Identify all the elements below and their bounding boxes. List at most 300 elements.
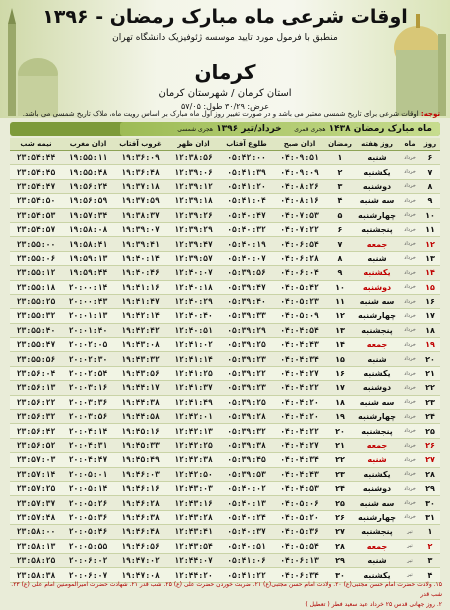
cell-day: ۹ [420,194,440,208]
cell-dhuhr: ۱۲:۴۴:۲۰ [167,568,220,582]
cell-sunrise: ۰۵:۳۹:۳۳ [220,309,273,323]
cell-sunset: ۱۹:۳۷:۱۸ [114,179,167,193]
cell-ramadan: ۱۶ [326,366,354,380]
cell-month: خرداد [400,453,420,467]
cell-maghrib: ۲۰:۰۵:۴۶ [62,525,114,539]
cell-weekday: شنبه [354,553,400,567]
cell-month: خرداد [400,352,420,366]
cell-midnight: ۲۳:۵۷:۲۵ [10,481,62,495]
cell-weekday: چهارشنبه [354,510,400,524]
cell-sunrise: ۰۵:۳۹:۲۲ [220,366,273,380]
cell-day: ۲۳ [420,395,440,409]
cell-sunset: ۱۹:۴۵:۳۳ [114,438,167,452]
table-row [10,194,440,208]
cell-midnight: ۲۳:۵۴:۴۵ [10,165,62,179]
table-row [10,553,440,567]
cell-sunrise: ۰۵:۴۱:۰۶ [220,553,273,567]
cell-sunrise: ۰۵:۴۰:۱۳ [220,496,273,510]
footer-line-1: ۱۵. ولادت حضرت امام حسن مجتبی(ع) ۲۰. ولادت امام حسن مجتبی(ع) ۲۱. ضربت خوردن حضرت علی (ع) ۲۵. شب قدر ۲۱. شهادت حضرت امیرالمومنین امام علی (ع) ۲۳. شب قدر [11,581,442,598]
cell-day: ۲۵ [420,424,440,438]
cell-weekday: شنبه [354,453,400,467]
cell-midnight: ۲۳:۵۵:۲۵ [10,294,62,308]
cell-sunrise: ۰۵:۴۱:۳۹ [220,165,273,179]
cell-day: ۸ [420,179,440,193]
cell-weekday: جمعه [354,338,400,352]
cell-ramadan: ۱۰ [326,280,354,294]
cell-month: خرداد [400,510,420,524]
cell-weekday: یکشنبه [354,165,400,179]
cell-midnight: ۲۳:۵۵:۵۶ [10,352,62,366]
cell-dhuhr: ۱۲:۳۹:۴۷ [167,237,220,251]
cell-sunrise: ۰۵:۳۹:۲۳ [220,352,273,366]
cell-sunset: ۱۹:۴۱:۱۶ [114,280,167,294]
cell-day: ۲۶ [420,438,440,452]
table-row [10,496,440,510]
coordinates: عرض: ۳۰/۲۹ طول: ۵۷/۰۵ [181,102,269,111]
column-header: ماه [400,138,420,151]
cell-sunrise: ۰۵:۳۹:۴۵ [220,453,273,467]
cell-weekday: دوشنبه [354,280,400,294]
cell-weekday: جمعه [354,237,400,251]
column-header: اذان ظهر [167,138,220,151]
cell-ramadan: ۲۶ [326,510,354,524]
cell-dhuhr: ۱۲:۴۱:۱۴ [167,352,220,366]
cell-sunrise: ۰۵:۳۹:۲۵ [220,338,273,352]
cell-ramadan: ۵ [326,208,354,222]
month-bar-inner [120,122,440,136]
cell-midnight: ۲۳:۵۸:۳۸ [10,568,62,582]
cell-sunset: ۱۹:۴۷:۰۸ [114,568,167,582]
validity-note [10,110,440,119]
cell-maghrib: ۲۰:۰۵:۳۶ [62,510,114,524]
cell-maghrib: ۱۹:۵۵:۱۱ [62,151,114,165]
cell-day: ۱۷ [420,309,440,323]
column-header: اذان صبح [273,138,326,151]
cell-sunset: ۱۹:۴۷:۰۲ [114,553,167,567]
cell-ramadan: ۲ [326,165,354,179]
cell-fajr: ۰۴:۰۵:۵۴ [273,539,326,553]
cell-weekday: پنجشنبه [354,222,400,236]
cell-ramadan: ۱۲ [326,309,354,323]
cell-dhuhr: ۱۲:۳۹:۱۲ [167,179,220,193]
cell-fajr: ۰۴:۰۵:۲۳ [273,294,326,308]
footer-notes [8,580,442,610]
cell-dhuhr: ۱۲:۳۸:۵۶ [167,151,220,165]
cell-midnight: ۲۳:۵۵:۰۰ [10,237,62,251]
cell-maghrib: ۱۹:۵۹:۱۳ [62,251,114,265]
cell-fajr: ۰۴:۰۴:۲۷ [273,366,326,380]
cell-month: خرداد [400,467,420,481]
cell-day: ۲۴ [420,410,440,424]
cell-midnight: ۲۳:۵۵:۱۸ [10,280,62,294]
cell-fajr: ۰۴:۰۵:۴۲ [273,280,326,294]
cell-month: خرداد [400,424,420,438]
cell-ramadan: ۱ [326,151,354,165]
cell-dhuhr: ۱۲:۴۱:۳۷ [167,381,220,395]
cell-maghrib: ۱۹:۵۹:۴۴ [62,266,114,280]
cell-month: خرداد [400,294,420,308]
table-row [10,525,440,539]
table-row [10,266,440,280]
cell-midnight: ۲۳:۵۵:۴۷ [10,338,62,352]
cell-fajr: ۰۴:۰۹:۵۱ [273,151,326,165]
cell-weekday: چهارشنبه [354,309,400,323]
cell-weekday: سه شنبه [354,395,400,409]
cell-fajr: ۰۴:۰۴:۲۲ [273,424,326,438]
table-row [10,294,440,308]
cell-month: خرداد [400,237,420,251]
cell-midnight: ۲۳:۵۶:۴۲ [10,424,62,438]
table-row [10,410,440,424]
cell-weekday: یکشنبه [354,266,400,280]
cell-month: خرداد [400,323,420,337]
cell-sunrise: ۰۵:۴۰:۱۹ [220,237,273,251]
cell-fajr: ۰۴:۰۴:۲۰ [273,395,326,409]
table-row [10,453,440,467]
cell-fajr: ۰۴:۰۸:۲۶ [273,179,326,193]
table-row [10,280,440,294]
cell-maghrib: ۲۰:۰۵:۵۵ [62,539,114,553]
cell-day: ۲۷ [420,453,440,467]
cell-fajr: ۰۴:۰۴:۲۷ [273,438,326,452]
cell-month: خرداد [400,381,420,395]
cell-dhuhr: ۱۲:۴۴:۰۷ [167,553,220,567]
cell-sunrise: ۰۵:۴۱:۲۲ [220,568,273,582]
cell-ramadan: ۱۷ [326,381,354,395]
cell-midnight: ۲۳:۵۴:۵۷ [10,222,62,236]
cell-dhuhr: ۱۲:۴۳:۴۱ [167,525,220,539]
footer-line-2: ۲. روز جهانی قدس ۲۵ خرداد عید سعید فطر ( تعطیل ) [305,601,442,608]
cell-sunset: ۱۹:۴۴:۵۸ [114,410,167,424]
cell-sunset: ۱۹:۴۶:۱۶ [114,481,167,495]
province-name: استان کرمان / شهرستان کرمان [158,88,292,99]
cell-weekday: دوشنبه [354,481,400,495]
cell-sunrise: ۰۵:۳۹:۲۵ [220,395,273,409]
cell-fajr: ۰۴:۰۴:۲۰ [273,410,326,424]
cell-day: ۴ [420,568,440,582]
cell-maghrib: ۲۰:۰۴:۳۱ [62,438,114,452]
cell-weekday: سه شنبه [354,294,400,308]
cell-dhuhr: ۱۲:۳۹:۱۸ [167,194,220,208]
cell-midnight: ۲۳:۵۶:۵۲ [10,438,62,452]
cell-month: تیر [400,525,420,539]
cell-ramadan: ۱۴ [326,338,354,352]
cell-fajr: ۰۴:۰۴:۴۳ [273,467,326,481]
cell-sunset: ۱۹:۳۸:۳۷ [114,208,167,222]
cell-fajr: ۰۴:۰۹:۰۹ [273,165,326,179]
cell-ramadan: ۶ [326,222,354,236]
cell-midnight: ۲۳:۵۶:۱۳ [10,381,62,395]
cell-ramadan: ۱۱ [326,294,354,308]
hijri-label: هجری قمری [294,126,326,133]
cell-weekday: چهارشنبه [354,410,400,424]
cell-day: ۱۱ [420,222,440,236]
table-row [10,424,440,438]
cell-dhuhr: ۱۲:۴۳:۲۸ [167,510,220,524]
cell-weekday: دوشنبه [354,381,400,395]
cell-dhuhr: ۱۲:۳۹:۲۹ [167,222,220,236]
cell-ramadan: ۹ [326,266,354,280]
cell-dhuhr: ۱۲:۴۰:۵۱ [167,323,220,337]
cell-month: خرداد [400,280,420,294]
cell-midnight: ۲۳:۵۴:۵۰ [10,194,62,208]
cell-ramadan: ۲۵ [326,496,354,510]
table-row [10,395,440,409]
cell-day: ۲۰ [420,352,440,366]
shamsi-month: خرداد/تیر ۱۳۹۶ [216,124,282,134]
cell-sunset: ۱۹:۴۲:۴۲ [114,323,167,337]
cell-ramadan: ۱۹ [326,410,354,424]
cell-sunset: ۱۹:۳۶:۴۸ [114,165,167,179]
cell-day: ۳۱ [420,510,440,524]
cell-day: ۳ [420,553,440,567]
column-header: اذان مغرب [62,138,114,151]
cell-dhuhr: ۱۲:۴۱:۰۲ [167,338,220,352]
cell-weekday: یکشنبه [354,366,400,380]
cell-sunset: ۱۹:۴۴:۱۷ [114,381,167,395]
cell-day: ۲۱ [420,366,440,380]
cell-maghrib: ۲۰:۰۵:۰۱ [62,467,114,481]
cell-sunrise: ۰۵:۴۰:۴۷ [220,208,273,222]
cell-dhuhr: ۱۲:۴۰:۰۷ [167,266,220,280]
cell-fajr: ۰۴:۰۷:۵۳ [273,208,326,222]
cell-weekday: سه شنبه [354,496,400,510]
cell-weekday: یکشنبه [354,467,400,481]
cell-ramadan: ۲۱ [326,438,354,452]
cell-sunrise: ۰۵:۳۹:۴۷ [220,280,273,294]
cell-dhuhr: ۱۲:۴۱:۲۵ [167,366,220,380]
column-header: غروب آفتاب [114,138,167,151]
cell-sunset: ۱۹:۴۶:۲۸ [114,496,167,510]
table-row [10,251,440,265]
cell-sunrise: ۰۵:۴۰:۵۱ [220,539,273,553]
cell-sunrise: ۰۵:۳۹:۲۸ [220,410,273,424]
cell-sunset: ۱۹:۴۰:۴۶ [114,266,167,280]
cell-maghrib: ۲۰:۰۰:۱۴ [62,280,114,294]
cell-maghrib: ۲۰:۰۵:۲۶ [62,496,114,510]
cell-midnight: ۲۳:۵۸:۰۰ [10,525,62,539]
cell-fajr: ۰۴:۰۵:۰۶ [273,496,326,510]
cell-sunset: ۱۹:۴۵:۱۶ [114,424,167,438]
column-header: روز هفته [354,138,400,151]
table-row [10,381,440,395]
cell-dhuhr: ۱۲:۴۳:۰۳ [167,481,220,495]
cell-ramadan: ۲۴ [326,481,354,495]
cell-weekday: جمعه [354,438,400,452]
cell-ramadan: ۲۷ [326,525,354,539]
column-header: نیمه شب [10,138,62,151]
cell-fajr: ۰۴:۰۴:۲۲ [273,381,326,395]
table-row [10,352,440,366]
cell-month: خرداد [400,251,420,265]
cell-ramadan: ۲۳ [326,467,354,481]
cell-midnight: ۲۳:۵۷:۴۸ [10,510,62,524]
cell-month: خرداد [400,151,420,165]
cell-month: خرداد [400,481,420,495]
cell-sunrise: ۰۵:۴۲:۰۰ [220,151,273,165]
cell-fajr: ۰۴:۰۶:۲۸ [273,251,326,265]
cell-fajr: ۰۴:۰۴:۵۳ [273,481,326,495]
cell-sunrise: ۰۵:۳۹:۲۳ [220,381,273,395]
cell-weekday: دوشنبه [354,179,400,193]
table-row [10,510,440,524]
page-title: اوقات شرعی ماه مبارک رمضان - ۱۳۹۶ [42,6,408,28]
prayer-times-table [10,138,440,583]
cell-month: خرداد [400,395,420,409]
cell-maghrib: ۱۹:۵۶:۵۹ [62,194,114,208]
cell-dhuhr: ۱۲:۴۳:۵۴ [167,539,220,553]
cell-sunset: ۱۹:۴۰:۱۴ [114,251,167,265]
table-row [10,467,440,481]
cell-sunset: ۱۹:۳۹:۰۷ [114,222,167,236]
cell-sunrise: ۰۵:۴۰:۰۲ [220,481,273,495]
cell-midnight: ۲۳:۵۶:۳۲ [10,410,62,424]
cell-dhuhr: ۱۲:۴۲:۰۱ [167,410,220,424]
cell-maghrib: ۲۰:۰۶:۰۷ [62,568,114,582]
cell-dhuhr: ۱۲:۳۹:۲۶ [167,208,220,222]
cell-sunrise: ۰۵:۴۱:۰۴ [220,194,273,208]
cell-fajr: ۰۴:۰۷:۲۲ [273,222,326,236]
cell-sunrise: ۰۵:۴۱:۲۰ [220,179,273,193]
column-header: طلوع آفتاب [220,138,273,151]
cell-ramadan: ۲۸ [326,539,354,553]
page-subtitle: منطبق با فرمول مورد تایید موسسه ژئوفیزیک دانشگاه تهران [112,33,338,43]
cell-midnight: ۲۳:۵۵:۴۰ [10,323,62,337]
cell-midnight: ۲۳:۵۸:۱۳ [10,539,62,553]
cell-dhuhr: ۱۲:۴۲:۵۰ [167,467,220,481]
cell-ramadan: ۴ [326,194,354,208]
cell-maghrib: ۱۹:۵۵:۴۸ [62,165,114,179]
cell-sunrise: ۰۵:۳۹:۳۸ [220,438,273,452]
table-row [10,222,440,236]
cell-midnight: ۲۳:۵۵:۰۶ [10,251,62,265]
cell-midnight: ۲۳:۵۴:۵۳ [10,208,62,222]
cell-maghrib: ۱۹:۵۸:۴۱ [62,237,114,251]
cell-weekday: یکشنبه [354,568,400,582]
page-header [0,0,450,118]
cell-sunrise: ۰۵:۳۹:۴۰ [220,294,273,308]
cell-sunset: ۱۹:۳۷:۵۹ [114,194,167,208]
cell-month: خرداد [400,179,420,193]
cell-midnight: ۲۳:۵۷:۳۷ [10,496,62,510]
cell-weekday: پنجشنبه [354,323,400,337]
cell-sunrise: ۰۵:۴۰:۲۴ [220,510,273,524]
cell-midnight: ۲۳:۵۸:۲۵ [10,553,62,567]
cell-fajr: ۰۴:۰۵:۰۹ [273,309,326,323]
cell-sunset: ۱۹:۴۵:۴۹ [114,453,167,467]
table-row [10,323,440,337]
cell-month: خرداد [400,496,420,510]
table-row [10,438,440,452]
cell-sunset: ۱۹:۴۳:۰۸ [114,338,167,352]
month-bar [10,122,440,136]
cell-dhuhr: ۱۲:۴۰:۲۹ [167,294,220,308]
table-row [10,237,440,251]
cell-month: خرداد [400,165,420,179]
cell-day: ۱ [420,525,440,539]
cell-day: ۳۰ [420,496,440,510]
cell-midnight: ۲۳:۵۴:۴۷ [10,179,62,193]
cell-month: خرداد [400,438,420,452]
cell-ramadan: ۱۳ [326,323,354,337]
column-header: روز [420,138,440,151]
cell-fajr: ۰۴:۰۶:۳۴ [273,568,326,582]
cell-fajr: ۰۴:۰۴:۵۴ [273,323,326,337]
cell-ramadan: ۱۵ [326,352,354,366]
cell-maghrib: ۱۹:۵۷:۳۴ [62,208,114,222]
cell-maghrib: ۲۰:۰۴:۱۴ [62,424,114,438]
hijri-month: ماه مبارک رمضان ۱۴۳۸ [328,124,432,134]
cell-month: خرداد [400,366,420,380]
cell-dhuhr: ۱۲:۴۳:۱۶ [167,496,220,510]
cell-month: خرداد [400,266,420,280]
cell-month: خرداد [400,338,420,352]
cell-fajr: ۰۴:۰۶:۵۴ [273,237,326,251]
cell-sunset: ۱۹:۴۲:۱۴ [114,309,167,323]
cell-month: تیر [400,539,420,553]
table-row [10,481,440,495]
cell-day: ۲۹ [420,481,440,495]
shamsi-label: هجری شمسی [177,126,214,133]
cell-fajr: ۰۴:۰۴:۳۴ [273,352,326,366]
column-header: رمضان [326,138,354,151]
cell-sunset: ۱۹:۴۶:۰۳ [114,467,167,481]
cell-dhuhr: ۱۲:۴۲:۲۵ [167,438,220,452]
cell-dhuhr: ۱۲:۴۲:۱۳ [167,424,220,438]
cell-dhuhr: ۱۲:۳۹:۰۶ [167,165,220,179]
cell-weekday: شنبه [354,251,400,265]
cell-weekday: شنبه [354,352,400,366]
cell-ramadan: ۷ [326,237,354,251]
cell-day: ۱۲ [420,237,440,251]
cell-fajr: ۰۴:۰۴:۴۳ [273,338,326,352]
cell-dhuhr: ۱۲:۴۱:۴۹ [167,395,220,409]
cell-midnight: ۲۳:۵۷:۱۴ [10,467,62,481]
cell-day: ۱۰ [420,208,440,222]
table-row [10,338,440,352]
table-header-row [10,138,440,151]
cell-month: خرداد [400,208,420,222]
cell-dhuhr: ۱۲:۴۰:۴۰ [167,309,220,323]
cell-sunset: ۱۹:۴۱:۴۷ [114,294,167,308]
cell-month: خرداد [400,309,420,323]
cell-maghrib: ۱۹:۵۸:۰۸ [62,222,114,236]
table-row [10,366,440,380]
cell-month: خرداد [400,194,420,208]
cell-midnight: ۲۳:۵۵:۳۲ [10,309,62,323]
cell-day: ۱۶ [420,294,440,308]
cell-day: ۱۸ [420,323,440,337]
cell-maghrib: ۲۰:۰۲:۳۰ [62,352,114,366]
cell-sunrise: ۰۵:۴۰:۳۲ [220,222,273,236]
cell-maghrib: ۲۰:۰۲:۰۵ [62,338,114,352]
cell-weekday: جمعه [354,539,400,553]
cell-weekday: شنبه [354,151,400,165]
table-row [10,151,440,165]
cell-day: ۲ [420,539,440,553]
cell-maghrib: ۲۰:۰۴:۴۷ [62,453,114,467]
cell-maghrib: ۲۰:۰۱:۱۳ [62,309,114,323]
cell-weekday: چهارشنبه [354,208,400,222]
cell-sunrise: ۰۵:۴۰:۰۷ [220,251,273,265]
cell-day: ۷ [420,165,440,179]
cell-month: خرداد [400,410,420,424]
cell-sunrise: ۰۵:۳۹:۵۳ [220,467,273,481]
table-row [10,165,440,179]
cell-ramadan: ۱۸ [326,395,354,409]
city-name: کرمان [194,60,256,84]
cell-maghrib: ۲۰:۰۳:۳۶ [62,395,114,409]
